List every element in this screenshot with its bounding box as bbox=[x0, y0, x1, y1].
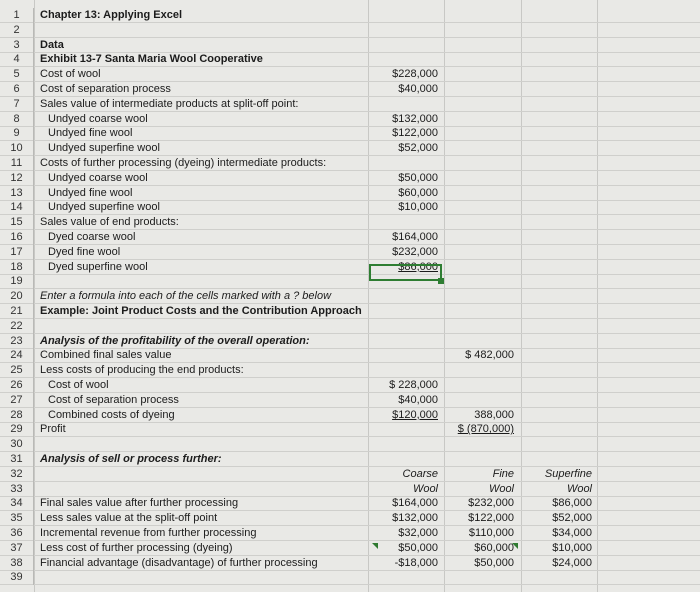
row-number[interactable]: 21 bbox=[0, 304, 34, 319]
sheet-row[interactable] bbox=[0, 556, 700, 571]
sheet-row[interactable] bbox=[0, 378, 700, 393]
cell-c2-value[interactable]: $ (870,000) bbox=[457, 423, 514, 436]
cell-c3-value[interactable]: $10,000 bbox=[552, 541, 592, 554]
sheet-row[interactable] bbox=[0, 230, 700, 245]
sheet-row[interactable] bbox=[0, 393, 700, 408]
row-label[interactable]: Analysis of sell or process further: bbox=[40, 453, 222, 465]
cell-c1-value[interactable]: $10,000 bbox=[398, 201, 438, 214]
row-label[interactable]: Chapter 13: Applying Excel bbox=[40, 9, 183, 21]
sheet-row[interactable] bbox=[0, 334, 700, 349]
cell-c3-value[interactable]: $34,000 bbox=[552, 527, 592, 539]
cell-c1-value[interactable]: $120,000 bbox=[392, 408, 438, 421]
row-label[interactable]: Financial advantage (disadvantage) of further processing bbox=[40, 556, 318, 569]
sheet-row[interactable] bbox=[0, 8, 700, 23]
row-label[interactable]: Example: Joint Product Costs and the Contribution Approach bbox=[40, 305, 362, 317]
cell-c2-value[interactable]: 388,000 bbox=[474, 408, 514, 421]
sheet-row[interactable] bbox=[0, 126, 700, 141]
row-number[interactable]: 39 bbox=[0, 570, 34, 585]
cell-c1-value[interactable]: Wool bbox=[412, 482, 438, 495]
sheet-row[interactable] bbox=[0, 200, 700, 215]
row-number[interactable]: 6 bbox=[0, 82, 34, 97]
row-label[interactable]: Combined final sales value bbox=[40, 349, 172, 362]
sheet-row[interactable] bbox=[0, 526, 700, 541]
sheet-row[interactable] bbox=[0, 186, 700, 201]
cell-error-flag[interactable] bbox=[372, 543, 378, 549]
cell-c3-value[interactable]: $24,000 bbox=[552, 556, 592, 569]
row-number[interactable]: 36 bbox=[0, 526, 34, 541]
sheet-row[interactable] bbox=[0, 215, 700, 230]
row-number[interactable]: 25 bbox=[0, 363, 34, 378]
row-label[interactable]: Data bbox=[40, 38, 64, 51]
cell-c1-value[interactable]: $50,000 bbox=[398, 171, 438, 184]
cell-c1-value[interactable]: $122,000 bbox=[392, 127, 438, 140]
sheet-row[interactable] bbox=[0, 422, 700, 437]
cell-c1-value[interactable]: $32,000 bbox=[398, 527, 438, 539]
sheet-row[interactable] bbox=[0, 467, 700, 482]
sheet-row[interactable] bbox=[0, 141, 700, 156]
sheet-row[interactable] bbox=[0, 319, 700, 334]
row-label[interactable]: Cost of wool bbox=[40, 68, 101, 81]
sheet-row[interactable] bbox=[0, 304, 700, 319]
sheet-row[interactable] bbox=[0, 348, 700, 363]
row-label[interactable]: Exhibit 13-7 Santa Maria Wool Cooperative bbox=[40, 53, 263, 66]
row-number[interactable]: 31 bbox=[0, 452, 34, 467]
cell-c2-value[interactable]: $60,000 bbox=[474, 541, 514, 554]
cell-c3-value[interactable]: Superfine bbox=[544, 467, 592, 480]
sheet-row[interactable] bbox=[0, 452, 700, 467]
row-number[interactable]: 8 bbox=[0, 112, 34, 127]
cell-c1-value[interactable]: $228,000 bbox=[392, 68, 438, 81]
row-label[interactable]: Cost of separation process bbox=[48, 393, 179, 406]
fill-handle[interactable] bbox=[438, 278, 444, 284]
row-number[interactable]: 20 bbox=[0, 289, 34, 304]
selected-cell[interactable] bbox=[369, 264, 442, 281]
row-label[interactable]: Undyed superfine wool bbox=[48, 142, 160, 155]
row-label[interactable]: Cost of separation process bbox=[40, 83, 171, 95]
row-number[interactable]: 26 bbox=[0, 378, 34, 393]
row-number[interactable]: 24 bbox=[0, 348, 34, 363]
row-label[interactable]: Undyed coarse wool bbox=[48, 171, 148, 184]
cell-c1-value[interactable]: $50,000 bbox=[398, 541, 438, 554]
cell-error-flag[interactable] bbox=[512, 543, 518, 549]
row-number[interactable]: 1 bbox=[0, 8, 34, 23]
row-label[interactable]: Dyed fine wool bbox=[48, 245, 121, 258]
row-label[interactable]: Final sales value after further processing bbox=[40, 497, 239, 510]
row-number[interactable]: 35 bbox=[0, 511, 34, 526]
sheet-row[interactable] bbox=[0, 260, 700, 275]
sheet-row[interactable] bbox=[0, 67, 700, 82]
cell-c3-value[interactable]: $86,000 bbox=[552, 497, 592, 510]
row-number[interactable]: 13 bbox=[0, 186, 34, 201]
sheet-row[interactable] bbox=[0, 482, 700, 497]
row-label[interactable]: Sales value of intermediate products at split-off point: bbox=[40, 97, 299, 110]
row-number[interactable]: 7 bbox=[0, 97, 34, 112]
row-number[interactable]: 10 bbox=[0, 141, 34, 156]
row-number[interactable]: 17 bbox=[0, 245, 34, 260]
row-number[interactable]: 30 bbox=[0, 437, 34, 452]
row-number[interactable]: 32 bbox=[0, 467, 34, 482]
row-number[interactable]: 14 bbox=[0, 200, 34, 215]
cell-c2-value[interactable]: $122,000 bbox=[468, 512, 514, 525]
cell-c2-value[interactable]: $110,000 bbox=[468, 527, 514, 539]
sheet-row[interactable] bbox=[0, 289, 700, 304]
sheet-row[interactable] bbox=[0, 363, 700, 378]
cell-c2-value[interactable]: Fine bbox=[492, 467, 514, 480]
row-number[interactable]: 4 bbox=[0, 52, 34, 67]
sheet-row[interactable] bbox=[0, 245, 700, 260]
cell-c3-value[interactable]: Wool bbox=[566, 482, 592, 495]
cell-c1-value[interactable]: $40,000 bbox=[398, 83, 438, 95]
sheet-row[interactable] bbox=[0, 570, 700, 585]
cell-c1-value[interactable]: $60,000 bbox=[398, 186, 438, 199]
row-number[interactable]: 11 bbox=[0, 156, 34, 171]
sheet-row[interactable] bbox=[0, 274, 700, 289]
cell-c1-value[interactable]: $52,000 bbox=[398, 142, 438, 155]
cell-c1-value[interactable]: $40,000 bbox=[398, 393, 438, 406]
row-number[interactable]: 28 bbox=[0, 408, 34, 423]
cell-c2-value[interactable]: $ 482,000 bbox=[465, 349, 514, 362]
sheet-row[interactable] bbox=[0, 437, 700, 452]
row-label[interactable]: Combined costs of dyeing bbox=[48, 408, 175, 421]
cell-c1-value[interactable]: Coarse bbox=[402, 467, 438, 480]
row-label[interactable]: Undyed coarse wool bbox=[48, 112, 148, 125]
cell-c3-value[interactable]: $52,000 bbox=[552, 512, 592, 525]
row-label[interactable]: Dyed coarse wool bbox=[48, 231, 136, 243]
sheet-row[interactable] bbox=[0, 541, 700, 556]
row-number[interactable]: 12 bbox=[0, 171, 34, 186]
row-label[interactable]: Undyed superfine wool bbox=[48, 201, 160, 214]
cell-c2-value[interactable]: $50,000 bbox=[474, 556, 514, 569]
cell-c1-value[interactable]: $232,000 bbox=[392, 245, 438, 258]
cell-c2-value[interactable]: $232,000 bbox=[468, 497, 514, 510]
row-number[interactable]: 33 bbox=[0, 482, 34, 497]
row-label[interactable]: Dyed superfine wool bbox=[48, 260, 148, 273]
sheet-row[interactable] bbox=[0, 496, 700, 511]
row-number[interactable]: 19 bbox=[0, 274, 34, 289]
row-label[interactable]: Less costs of producing the end products: bbox=[40, 364, 244, 377]
row-label[interactable]: Analysis of the profitability of the overall operation: bbox=[40, 334, 310, 347]
row-number[interactable]: 2 bbox=[0, 23, 34, 38]
sheet-row[interactable] bbox=[0, 23, 700, 38]
sheet-row[interactable] bbox=[0, 156, 700, 171]
row-number[interactable]: 23 bbox=[0, 334, 34, 349]
row-label[interactable]: Undyed fine wool bbox=[48, 127, 133, 140]
row-number[interactable]: 5 bbox=[0, 67, 34, 82]
row-number[interactable]: 29 bbox=[0, 422, 34, 437]
cell-c1-value[interactable]: $ 228,000 bbox=[389, 379, 438, 391]
row-label[interactable]: Cost of wool bbox=[48, 379, 109, 391]
row-label[interactable]: Profit bbox=[40, 423, 66, 436]
cell-c1-value[interactable]: $164,000 bbox=[392, 231, 438, 243]
sheet-row[interactable] bbox=[0, 52, 700, 67]
row-label[interactable]: Less cost of further processing (dyeing) bbox=[40, 541, 233, 554]
cell-c1-value[interactable]: $164,000 bbox=[392, 497, 438, 510]
row-label[interactable]: Sales value of end products: bbox=[40, 216, 179, 229]
row-label[interactable]: Undyed fine wool bbox=[48, 186, 133, 199]
row-label[interactable]: Costs of further processing (dyeing) intermediate products: bbox=[40, 157, 327, 169]
sheet-row[interactable] bbox=[0, 112, 700, 127]
sheet-row[interactable] bbox=[0, 171, 700, 186]
row-number[interactable]: 34 bbox=[0, 496, 34, 511]
row-label[interactable]: Incremental revenue from further processing bbox=[40, 527, 257, 539]
cell-c1-value[interactable]: -$18,000 bbox=[394, 556, 438, 569]
row-number[interactable]: 18 bbox=[0, 260, 34, 275]
cell-c1-value[interactable]: $132,000 bbox=[392, 512, 438, 525]
row-label[interactable]: Less sales value at the split-off point bbox=[40, 512, 218, 525]
sheet-row[interactable] bbox=[0, 82, 700, 97]
cell-c2-value[interactable]: Wool bbox=[488, 482, 514, 495]
row-number[interactable]: 16 bbox=[0, 230, 34, 245]
row-label[interactable]: Enter a formula into each of the cells marked with a ? below bbox=[40, 290, 332, 303]
row-number[interactable]: 3 bbox=[0, 38, 34, 53]
row-number[interactable]: 38 bbox=[0, 556, 34, 571]
sheet-row[interactable] bbox=[0, 511, 700, 526]
row-number[interactable]: 27 bbox=[0, 393, 34, 408]
row-number[interactable]: 22 bbox=[0, 319, 34, 334]
row-number[interactable]: 15 bbox=[0, 215, 34, 230]
cell-c1-value[interactable]: $132,000 bbox=[392, 112, 438, 125]
sheet-row[interactable] bbox=[0, 97, 700, 112]
sheet-row[interactable] bbox=[0, 408, 700, 423]
row-number[interactable]: 9 bbox=[0, 126, 34, 141]
sheet-row[interactable] bbox=[0, 38, 700, 53]
cell-c1-value[interactable]: $86,000 bbox=[398, 260, 438, 273]
row-number[interactable]: 37 bbox=[0, 541, 34, 556]
